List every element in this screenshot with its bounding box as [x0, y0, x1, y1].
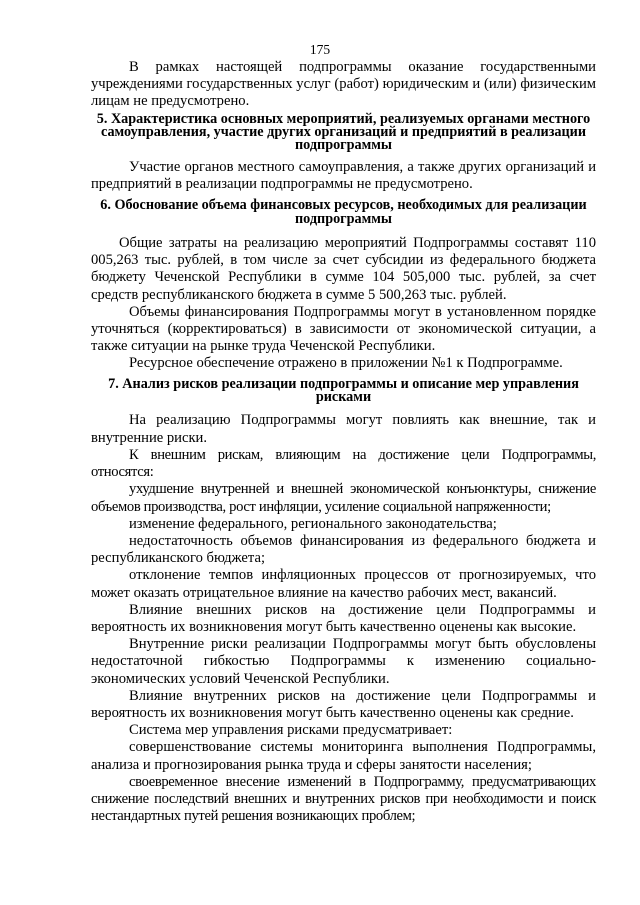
section-7-heading: 7. Анализ рисков реализации подпрограммы и описание мер управления рисками [108, 375, 579, 406]
section-7-paragraph-2: К внешним рискам, влияющим на достижение цели Подпрограммы, относятся: [91, 446, 596, 481]
section-7-paragraph-8: Внутренние риски реализации Подпрограммы могут быть обусловлены недостаточной гибкостью Подпрограммы к изменению социально-экономических условий Чеченской Республики. [91, 636, 596, 687]
section-6-paragraph-3: Ресурсное обеспечение отражено в приложении №1 к Подпрограмме. [129, 355, 563, 372]
section-6-paragraph-1: Общие затраты на реализацию мероприятий Подпрограммы составят 110 005,263 тыс. рублей, в том числе за счет субсидии из федерального бюджета бюджету Чеченской Республики в сумме 104 505,000 тыс. рублей, за счет средств республиканского бюджета в сумме 5 500,263 тыс. рублей. [91, 235, 596, 303]
section-7-paragraph-4: изменение федерального, регионального законодательства; [129, 515, 497, 532]
section-7-paragraph-7: Влияние внешних рисков на достижение цели Подпрограммы и вероятность их возникновения могут быть качественно оценены как высокие. [91, 601, 596, 635]
section-7-paragraph-1: На реализацию Подпрограммы могут повлиять как внешние, так и внутренние риски. [91, 412, 596, 446]
section-6-heading: 6. Обоснование объема финансовых ресурсов, необходимых для реализации подпрограммы [100, 197, 587, 227]
section-5-paragraph: Участие органов местного самоуправления, а также других организаций и предприятий в реализации подпрограммы не предусмотрено. [91, 158, 596, 193]
section-6-paragraph-2: Объемы финансирования Подпрограммы могут в установленном порядке уточняться (корректироваться) в зависимости от экономической ситуации, а также ситуации на рынке труда Чеченской Республики. [91, 303, 596, 355]
intro-paragraph: В рамках настоящей подпрограммы оказание государственными учреждениями государственных услуг (работ) юридическим и (или) физическим лицам не предусмотрено. [91, 59, 596, 110]
section-7-paragraph-12: своевременное внесение изменений в Подпрограмму, предусматривающих снижение последствий внешних и внутренних рисков при необходимости и поиск нестандартных путей решения возникающих проблем; [91, 773, 596, 825]
section-7-paragraph-5: недостаточность объемов финансирования из федерального бюджета и республиканского бюджета; [91, 532, 596, 567]
document-body [91, 59, 596, 825]
section-7-paragraph-9: Влияние внутренних рисков на достижение цели Подпрограммы и вероятность их возникновения могут быть качественно оценены как средние. [91, 687, 596, 721]
section-7-paragraph-6: отклонение темпов инфляционных процессов от прогнозируемых, что может оказать отрицательное влияние на качество рабочих мест, вакансий. [91, 567, 596, 601]
section-7-paragraph-11: совершенствование системы мониторинга выполнения Подпрограммы, анализа и прогнозирования рынка труда и сферы занятости населения; [91, 739, 596, 773]
section-7-paragraph-10: Система мер управления рисками предусматривает: [129, 722, 453, 739]
section-5-heading: 5. Характеристика основных мероприятий, реализуемых органами местного самоуправления, участие других организаций и предприятий в реализации подпрограммы [96, 110, 591, 154]
section-7-paragraph-3: ухудшение внутренней и внешней экономической конъюнктуры, снижение объемов производства, рост инфляции, усиление социальной напряженности; [91, 481, 596, 515]
page-number: 175 [309, 42, 331, 57]
